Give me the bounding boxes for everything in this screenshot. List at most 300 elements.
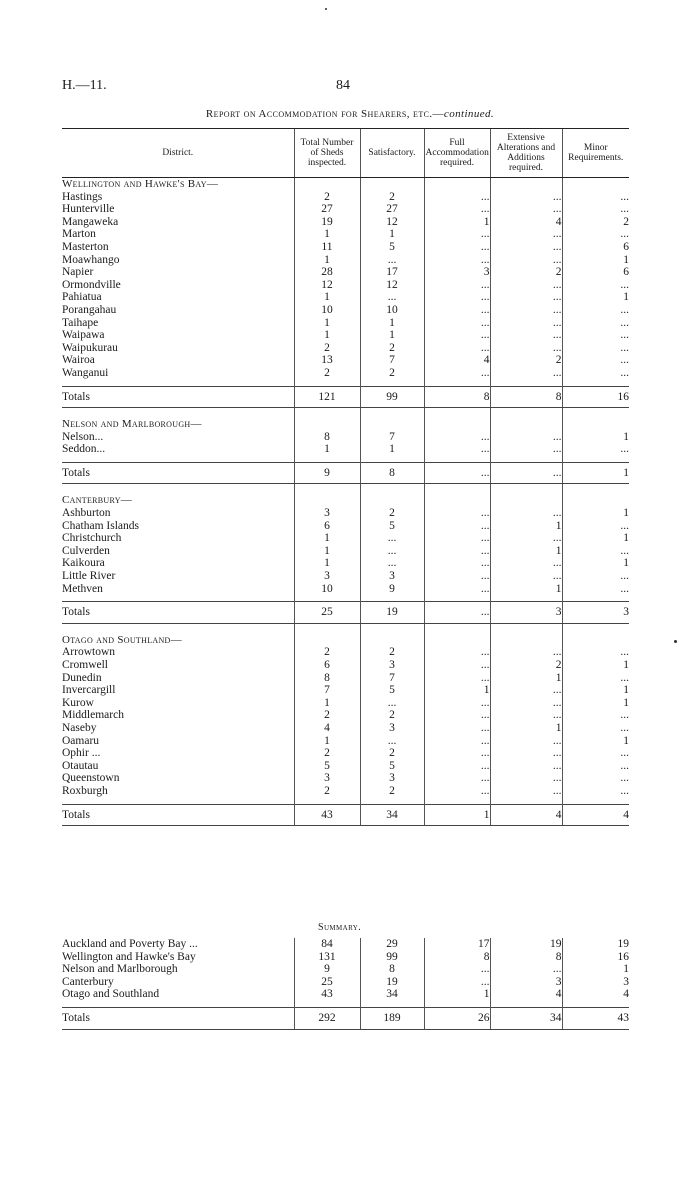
table-body <box>62 178 629 826</box>
totals-row <box>62 602 629 624</box>
satisfactory-cell: 19 <box>360 602 424 624</box>
spacer-cell <box>490 408 562 419</box>
totals-label: Totals <box>62 1007 294 1029</box>
locality-name: Otautau <box>62 759 99 772</box>
extensive-cell: 2 <box>490 354 562 367</box>
totals-label: Totals <box>62 602 294 624</box>
table-row <box>62 785 629 798</box>
satisfactory-cell: ... <box>360 697 424 710</box>
table-row <box>62 659 629 672</box>
satisfactory-cell: 5 <box>360 684 424 697</box>
full-cell: ... <box>424 520 490 533</box>
minor-cell: ... <box>562 342 629 355</box>
spacer-cell <box>62 484 294 495</box>
satisfactory-cell: ... <box>360 735 424 748</box>
totals-row <box>62 462 629 484</box>
minor-cell: ... <box>562 520 629 533</box>
locality-name: Culverden <box>62 544 110 557</box>
satisfactory-cell: 3 <box>360 772 424 785</box>
full-cell: 3 <box>424 266 490 279</box>
locality-name: Waipawa <box>62 329 105 342</box>
summary-row <box>62 976 629 989</box>
spacer-cell <box>424 484 490 495</box>
satisfactory-cell: 29 <box>360 938 424 951</box>
full-cell: 17 <box>424 938 490 951</box>
minor-cell: ... <box>562 772 629 785</box>
minor-cell: ... <box>562 545 629 558</box>
extensive-cell: ... <box>490 772 562 785</box>
extensive-cell: 8 <box>490 386 562 408</box>
full-cell: ... <box>424 443 490 456</box>
district-heading-row <box>62 634 629 647</box>
full-cell: 4 <box>424 354 490 367</box>
total-cell: 28 <box>294 266 360 279</box>
total-cell: 4 <box>294 722 360 735</box>
accommodation-table <box>62 128 629 826</box>
table-row <box>62 646 629 659</box>
report-title <box>0 108 700 120</box>
minor-cell: 1 <box>562 462 629 484</box>
extensive-cell: 1 <box>490 583 562 596</box>
satisfactory-cell: 9 <box>360 583 424 596</box>
full-cell: ... <box>424 697 490 710</box>
full-cell: ... <box>424 646 490 659</box>
minor-cell: ... <box>562 747 629 760</box>
table-row <box>62 532 629 545</box>
table-row <box>62 203 629 216</box>
total-cell: 11 <box>294 241 360 254</box>
empty-cell <box>490 494 562 507</box>
satisfactory-cell: 8 <box>360 462 424 484</box>
minor-cell: 1 <box>562 659 629 672</box>
total-cell: 1 <box>294 697 360 710</box>
full-cell: 8 <box>424 386 490 408</box>
satisfactory-cell: 7 <box>360 431 424 444</box>
minor-cell: ... <box>562 722 629 735</box>
extensive-cell: 4 <box>490 216 562 229</box>
table-row <box>62 747 629 760</box>
full-cell: ... <box>424 241 490 254</box>
extensive-cell: ... <box>490 747 562 760</box>
satisfactory-cell: 5 <box>360 520 424 533</box>
locality-name: Waipukurau <box>62 341 118 354</box>
extensive-cell: ... <box>490 684 562 697</box>
total-cell: 1 <box>294 329 360 342</box>
full-cell: ... <box>424 279 490 292</box>
locality-name: Masterton <box>62 240 109 253</box>
locality-name: Seddon... <box>62 443 106 456</box>
totals-row <box>62 386 629 408</box>
minor-cell: 1 <box>562 507 629 520</box>
full-cell: ... <box>424 228 490 241</box>
total-cell: 121 <box>294 386 360 408</box>
satisfactory-cell: 1 <box>360 228 424 241</box>
col-satisfactory: Satisfactory. <box>360 129 424 178</box>
district-heading-row <box>62 494 629 507</box>
table-row <box>62 266 629 279</box>
district-heading-row <box>62 178 629 191</box>
locality-name: Nelson... <box>62 430 104 443</box>
extensive-cell: ... <box>490 329 562 342</box>
satisfactory-cell: 3 <box>360 659 424 672</box>
minor-cell: 19 <box>562 938 629 951</box>
satisfactory-cell: 2 <box>360 191 424 204</box>
minor-cell: ... <box>562 583 629 596</box>
empty-cell <box>360 178 424 191</box>
locality-name: Wairoa <box>62 354 95 367</box>
extensive-cell: 4 <box>490 804 562 826</box>
satisfactory-cell: ... <box>360 545 424 558</box>
table-row <box>62 279 629 292</box>
satisfactory-cell: ... <box>360 532 424 545</box>
satisfactory-cell: ... <box>360 291 424 304</box>
minor-cell: 3 <box>562 602 629 624</box>
table-row <box>62 317 629 330</box>
satisfactory-cell: 99 <box>360 386 424 408</box>
spacer-cell <box>424 408 490 419</box>
locality-name: Taihape <box>62 316 99 329</box>
summary-body <box>62 938 629 1029</box>
extensive-cell: 1 <box>490 520 562 533</box>
full-cell: ... <box>424 760 490 773</box>
table-row <box>62 228 629 241</box>
extensive-cell: ... <box>490 785 562 798</box>
extensive-cell: ... <box>490 443 562 456</box>
satisfactory-cell: 34 <box>360 988 424 1001</box>
extensive-cell: ... <box>490 646 562 659</box>
table-row <box>62 557 629 570</box>
empty-cell <box>424 178 490 191</box>
full-cell: ... <box>424 291 490 304</box>
minor-cell: 1 <box>562 431 629 444</box>
table-row <box>62 431 629 444</box>
full-cell: ... <box>424 557 490 570</box>
locality-name: Kurow <box>62 696 94 709</box>
summary-label: Summary. <box>318 922 362 933</box>
table-row <box>62 443 629 456</box>
table-row <box>62 254 629 267</box>
empty-cell <box>360 418 424 431</box>
minor-cell: 1 <box>562 963 629 976</box>
empty-cell <box>490 178 562 191</box>
satisfactory-cell: 5 <box>360 760 424 773</box>
total-cell: 3 <box>294 570 360 583</box>
locality-name: Ormondville <box>62 278 121 291</box>
total-cell: 8 <box>294 672 360 685</box>
minor-cell: ... <box>562 443 629 456</box>
table-row <box>62 760 629 773</box>
extensive-cell: ... <box>490 697 562 710</box>
spacer-cell <box>294 623 360 634</box>
full-cell: 1 <box>424 216 490 229</box>
summary-district-name: Wellington and Hawke's Bay <box>62 950 196 963</box>
minor-cell: ... <box>562 191 629 204</box>
empty-cell <box>562 494 629 507</box>
full-cell: ... <box>424 735 490 748</box>
minor-cell: 1 <box>562 557 629 570</box>
full-cell: 1 <box>424 988 490 1001</box>
table-row <box>62 772 629 785</box>
empty-cell <box>360 494 424 507</box>
extensive-cell: ... <box>490 367 562 380</box>
satisfactory-cell: 2 <box>360 709 424 722</box>
extensive-cell: ... <box>490 342 562 355</box>
totals-label: Totals <box>62 462 294 484</box>
report-title-main: Report on Accommodation for Shearers, etc.— <box>205 108 444 120</box>
spacer-cell <box>490 484 562 495</box>
total-cell: 7 <box>294 684 360 697</box>
satisfactory-cell: 2 <box>360 646 424 659</box>
district-name: Nelson and Marlborough— <box>62 418 202 431</box>
extensive-cell: 1 <box>490 722 562 735</box>
full-cell: ... <box>424 583 490 596</box>
col-extensive-alterations: Extensive Alterations and Additions required. <box>490 129 562 178</box>
totals-label: Totals <box>62 804 294 826</box>
total-cell: 1 <box>294 735 360 748</box>
minor-cell: 6 <box>562 241 629 254</box>
satisfactory-cell: ... <box>360 557 424 570</box>
total-cell: 9 <box>294 462 360 484</box>
total-cell: 1 <box>294 545 360 558</box>
extensive-cell: 2 <box>490 659 562 672</box>
minor-cell: 1 <box>562 291 629 304</box>
minor-cell: ... <box>562 760 629 773</box>
minor-cell: 4 <box>562 804 629 826</box>
total-cell: 131 <box>294 951 360 964</box>
table-row <box>62 684 629 697</box>
total-cell: 43 <box>294 804 360 826</box>
total-cell: 25 <box>294 976 360 989</box>
table-row <box>62 507 629 520</box>
scan-speck <box>674 640 677 643</box>
locality-name: Invercargill <box>62 684 116 697</box>
satisfactory-cell: 12 <box>360 216 424 229</box>
locality-name: Little River <box>62 570 116 583</box>
extensive-cell: 1 <box>490 672 562 685</box>
total-cell: 1 <box>294 532 360 545</box>
full-cell: 1 <box>424 684 490 697</box>
empty-cell <box>562 178 629 191</box>
minor-cell: ... <box>562 329 629 342</box>
full-cell: ... <box>424 545 490 558</box>
summary-row <box>62 951 629 964</box>
full-cell: 8 <box>424 951 490 964</box>
total-cell: 292 <box>294 1007 360 1029</box>
minor-cell: ... <box>562 672 629 685</box>
spacer-row <box>62 623 629 634</box>
col-minor-requirements: Minor Requirements. <box>562 129 629 178</box>
satisfactory-cell: 2 <box>360 747 424 760</box>
empty-cell <box>490 418 562 431</box>
satisfactory-cell: 19 <box>360 976 424 989</box>
full-cell: ... <box>424 963 490 976</box>
table-row <box>62 722 629 735</box>
extensive-cell: ... <box>490 291 562 304</box>
spacer-cell <box>294 484 360 495</box>
spacer-cell <box>360 484 424 495</box>
summary-district-name: Nelson and Marlborough <box>62 963 178 976</box>
satisfactory-cell: 7 <box>360 672 424 685</box>
col-total: Total Number of Sheds inspected. <box>294 129 360 178</box>
total-cell: 2 <box>294 191 360 204</box>
full-cell: ... <box>424 329 490 342</box>
table-row <box>62 545 629 558</box>
total-cell: 84 <box>294 938 360 951</box>
satisfactory-cell: 17 <box>360 266 424 279</box>
locality-name: Mangaweka <box>62 215 119 228</box>
total-cell: 2 <box>294 747 360 760</box>
locality-name: Christchurch <box>62 532 122 545</box>
locality-name: Ophir ... <box>62 747 101 760</box>
col-district: District. <box>62 129 294 178</box>
satisfactory-cell: 2 <box>360 507 424 520</box>
total-cell: 3 <box>294 507 360 520</box>
minor-cell: 16 <box>562 951 629 964</box>
full-cell: ... <box>424 532 490 545</box>
extensive-cell: ... <box>490 570 562 583</box>
total-cell: 1 <box>294 317 360 330</box>
satisfactory-cell: 2 <box>360 785 424 798</box>
empty-cell <box>294 634 360 647</box>
total-cell: 1 <box>294 228 360 241</box>
page-number: 84 <box>336 78 350 93</box>
table-row <box>62 583 629 596</box>
full-cell: ... <box>424 772 490 785</box>
locality-name: Moawhango <box>62 253 120 266</box>
satisfactory-cell: 189 <box>360 1007 424 1029</box>
minor-cell: 1 <box>562 697 629 710</box>
full-cell: ... <box>424 203 490 216</box>
total-cell: 12 <box>294 279 360 292</box>
satisfactory-cell: 3 <box>360 722 424 735</box>
satisfactory-cell: 34 <box>360 804 424 826</box>
table-row <box>62 367 629 380</box>
table-row <box>62 520 629 533</box>
total-cell: 1 <box>294 443 360 456</box>
minor-cell: 43 <box>562 1007 629 1029</box>
total-cell: 10 <box>294 304 360 317</box>
extensive-cell: ... <box>490 203 562 216</box>
satisfactory-cell: 12 <box>360 279 424 292</box>
extensive-cell: ... <box>490 241 562 254</box>
extensive-cell: 3 <box>490 602 562 624</box>
locality-name: Queenstown <box>62 772 120 785</box>
full-cell: ... <box>424 317 490 330</box>
spacer-row <box>62 484 629 495</box>
full-cell: ... <box>424 431 490 444</box>
total-cell: 25 <box>294 602 360 624</box>
spacer-cell <box>294 408 360 419</box>
col-full-accommodation: Full Accommodation required. <box>424 129 490 178</box>
extensive-cell: 3 <box>490 976 562 989</box>
scan-speck <box>325 8 327 10</box>
table-row <box>62 216 629 229</box>
table-row <box>62 735 629 748</box>
empty-cell <box>294 494 360 507</box>
table-row <box>62 672 629 685</box>
full-cell: ... <box>424 602 490 624</box>
extensive-cell: ... <box>490 557 562 570</box>
extensive-cell: 4 <box>490 988 562 1001</box>
locality-name: Hunterville <box>62 203 115 216</box>
total-cell: 1 <box>294 557 360 570</box>
total-cell: 8 <box>294 431 360 444</box>
full-cell: ... <box>424 747 490 760</box>
totals-row <box>62 804 629 826</box>
district-name: Canterbury— <box>62 494 133 507</box>
satisfactory-cell: 3 <box>360 570 424 583</box>
locality-name: Porangahau <box>62 303 117 316</box>
table-row <box>62 697 629 710</box>
summary-district-name: Auckland and Poverty Bay ... <box>62 938 198 950</box>
full-cell: ... <box>424 570 490 583</box>
total-cell: 6 <box>294 520 360 533</box>
locality-name: Wanganui <box>62 366 109 379</box>
locality-name: Cromwell <box>62 659 108 671</box>
full-cell: ... <box>424 254 490 267</box>
total-cell: 2 <box>294 342 360 355</box>
locality-name: Hastings <box>62 190 103 203</box>
total-cell: 2 <box>294 367 360 380</box>
table-row <box>62 342 629 355</box>
report-title-continued: continued. <box>443 108 495 120</box>
spacer-cell <box>424 623 490 634</box>
minor-cell: ... <box>562 570 629 583</box>
satisfactory-cell: 7 <box>360 354 424 367</box>
extensive-cell: ... <box>490 507 562 520</box>
spacer-cell <box>360 408 424 419</box>
locality-name: Pahiatua <box>62 291 102 304</box>
extensive-cell: ... <box>490 228 562 241</box>
total-cell: 9 <box>294 963 360 976</box>
minor-cell: ... <box>562 785 629 798</box>
full-cell: ... <box>424 367 490 380</box>
total-cell: 1 <box>294 291 360 304</box>
extensive-cell: 34 <box>490 1007 562 1029</box>
locality-name: Arrowtown <box>62 646 116 659</box>
extensive-cell: ... <box>490 963 562 976</box>
summary-row <box>62 938 629 951</box>
extensive-cell: 8 <box>490 951 562 964</box>
minor-cell: 16 <box>562 386 629 408</box>
extensive-cell: ... <box>490 709 562 722</box>
satisfactory-cell: ... <box>360 254 424 267</box>
minor-cell: ... <box>562 709 629 722</box>
extensive-cell: 2 <box>490 266 562 279</box>
satisfactory-cell: 1 <box>360 317 424 330</box>
locality-name: Oamaru <box>62 734 100 747</box>
total-cell: 6 <box>294 659 360 672</box>
total-cell: 3 <box>294 772 360 785</box>
locality-name: Methven <box>62 582 103 595</box>
minor-cell: 1 <box>562 532 629 545</box>
satisfactory-cell: 8 <box>360 963 424 976</box>
district-heading-row <box>62 418 629 431</box>
empty-cell <box>490 634 562 647</box>
full-cell: ... <box>424 462 490 484</box>
minor-cell: ... <box>562 367 629 380</box>
extensive-cell: ... <box>490 304 562 317</box>
full-cell: ... <box>424 976 490 989</box>
extensive-cell: ... <box>490 735 562 748</box>
district-name: Otago and Southland— <box>62 633 182 646</box>
empty-cell <box>424 494 490 507</box>
extensive-cell: 19 <box>490 938 562 951</box>
satisfactory-cell: 1 <box>360 329 424 342</box>
table-row <box>62 570 629 583</box>
total-cell: 19 <box>294 216 360 229</box>
empty-cell <box>562 418 629 431</box>
